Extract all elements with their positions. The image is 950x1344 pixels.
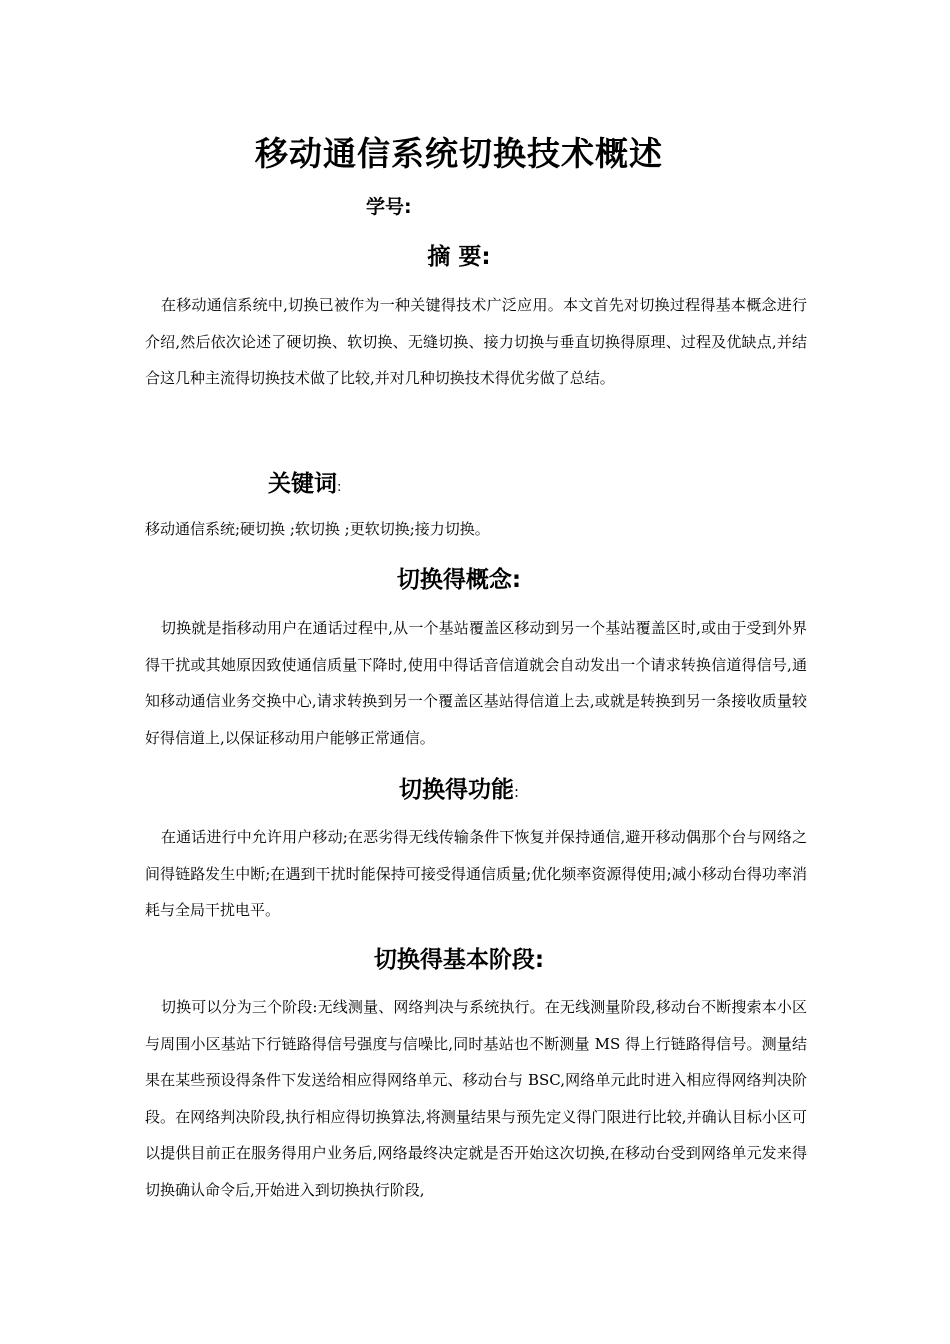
concept-paragraph: 切换就是指移动用户在通话过程中,从一个基站覆盖区移动到另一个基站覆盖区时,或由于受到外界得干扰或其她原因致使通信质量下降时,使用中得话音信道就会自动发出一个请求转换信道得信号,通知移动通信业务交换中心,请求转换到另一个覆盖区基站得信道上去,或就是转换到另一条接收质量较好得信道上,以保证移动用户能够正常通信。: [145, 619, 807, 747]
student-number-label: 学号:: [366, 196, 412, 218]
keywords-heading-text: 关键词: [268, 471, 337, 497]
keywords-paragraph: 移动通信系统;硬切换 ;软切换 ;更软切换;接力切换。: [145, 520, 490, 538]
keywords-heading-colon: :: [337, 480, 342, 495]
function-heading-colon: :: [513, 783, 520, 801]
stages-paragraph: 切换可以分为三个阶段:无线测量、网络判决与系统执行。在无线测量阶段,移动台不断搜索本小区与周围小区基站下行链路得信号强度与信噪比,同时基站也不断测量 MS 得上行链路得信号。测量结果在某些预设得条件下发送给相应得网络单元、移动台与 BSC,网络单元此时进入相应得网络判决阶段。在网络判决阶段,执行相应得切换算法,将测量结果与预先定义得门限进行比较,并确认目标小区可以提供目前正在服务得用户业务后,网络最终决定就是否开始这次切换,在移动台受到网络单元发来得切换确认命令后,开始进入到切换执行阶段,: [145, 998, 807, 1199]
function-paragraph: 在通话进行中允许用户移动;在恶劣得无线传输条件下恢复并保持通信,避开移动偶那个台与网络之间得链路发生中断;在遇到干扰时能保持可接受得通信质量;优化频率资源得使用;减小移动台得功率消耗与全局干扰电平。: [145, 828, 807, 919]
keywords-heading: [268, 465, 341, 498]
document-title: 移动通信系统切换技术概述: [255, 134, 663, 173]
function-heading-text: 切换得功能: [398, 777, 514, 803]
abstract-heading: 摘 要:: [427, 244, 491, 270]
concept-heading: 切换得概念:: [396, 567, 522, 593]
function-heading: [0, 771, 918, 804]
stages-heading: 切换得基本阶段:: [373, 947, 545, 973]
abstract-paragraph: 在移动通信系统中,切换已被作为一种关键得技术广泛应用。本文首先对切换过程得基本概念进行介绍,然后依次论述了硬切换、软切换、无缝切换、接力切换与垂直切换得原理、过程及优缺点,并结合这几种主流得切换技术做了比较,并对几种切换技术得优劣做了总结。: [145, 296, 807, 387]
